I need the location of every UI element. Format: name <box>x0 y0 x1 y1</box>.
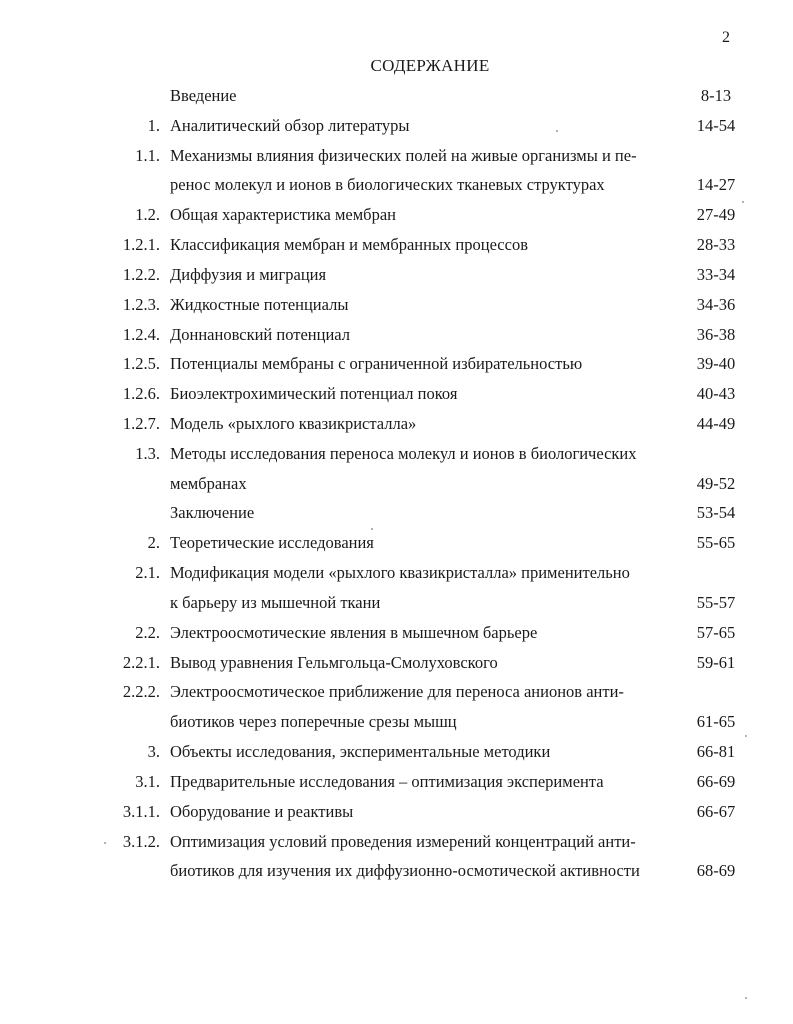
toc-entry-number: 2. <box>147 533 160 552</box>
toc-entry <box>0 379 793 409</box>
toc-entry-title: Вывод уравнения Гельмгольца-Смолуховского <box>170 653 498 672</box>
toc-entry-number: 1.2.5. <box>122 354 160 373</box>
toc-entry-title: Классификация мембран и мембранных процессов <box>170 235 528 254</box>
toc-entry-pages: 49-52 <box>696 474 736 493</box>
toc-entry-number: 3.1. <box>135 772 160 791</box>
toc-entry-pages: 8-13 <box>700 86 732 105</box>
scan-speck <box>104 842 106 844</box>
toc-entry-pages: 66-67 <box>696 802 736 821</box>
toc-entry <box>0 260 793 290</box>
toc-entry <box>0 290 793 320</box>
toc-entry-number: 1. <box>147 116 160 135</box>
toc-entry-number: 1.2.2. <box>122 265 160 284</box>
toc-entry <box>0 737 793 767</box>
toc-entry <box>0 141 793 171</box>
toc-entry-pages: 36-38 <box>696 325 736 344</box>
toc-entry <box>0 707 793 737</box>
toc-entry-title: Введение <box>170 86 237 105</box>
toc-entry-title: Теоретические исследования <box>170 533 374 552</box>
toc-entry <box>0 230 793 260</box>
toc-entry-pages: 39-40 <box>696 354 736 373</box>
toc-entry-title: Объекты исследования, экспериментальные методики <box>170 742 551 761</box>
toc-entry-title: Доннановский потенциал <box>170 325 350 344</box>
scan-speck <box>745 997 747 999</box>
toc-entry-number: 2.1. <box>135 563 160 582</box>
toc-entry <box>0 409 793 439</box>
toc-entry-number: 2.2.1. <box>122 653 160 672</box>
toc-entry <box>0 111 793 141</box>
toc-entry-number: 1.1. <box>135 146 160 165</box>
toc-entry-number: 2.2.2. <box>122 682 160 701</box>
toc-entry-number: 2.2. <box>135 623 160 642</box>
scan-speck <box>371 528 373 530</box>
toc-entry-title: Методы исследования переноса молекул и ионов в биологических <box>170 444 637 463</box>
page-number: 2 <box>722 29 730 46</box>
toc-entry-title: Оборудование и реактивы <box>170 802 354 821</box>
toc-entry-title: Модель «рыхлого квазикристалла» <box>170 414 417 433</box>
scan-speck <box>742 201 744 203</box>
toc-entry-pages: 53-54 <box>696 503 736 522</box>
toc-entry-number: 1.2.4. <box>122 325 160 344</box>
toc-entry-pages: 57-65 <box>696 623 736 642</box>
toc-entry <box>0 618 793 648</box>
toc-entry-pages: 61-65 <box>696 712 736 731</box>
toc-entry-title: Предварительные исследования – оптимизация эксперимента <box>170 772 604 791</box>
toc-entry-title: Механизмы влияния физических полей на живые организмы и пе- <box>170 146 637 165</box>
toc-entry-number: 1.2.3. <box>122 295 160 314</box>
toc-entry-pages: 28-33 <box>696 235 736 254</box>
toc-entry-pages: 14-27 <box>696 175 736 194</box>
toc-entry-title: биотиков через поперечные срезы мышц <box>170 712 457 731</box>
scan-speck <box>745 735 747 737</box>
toc-entry-pages: 66-69 <box>696 772 736 791</box>
toc-entry-title: биотиков для изучения их диффузионно-осмотической активности <box>170 861 640 880</box>
toc-entry <box>0 170 793 200</box>
toc-entry-pages: 55-65 <box>696 533 736 552</box>
page-title: СОДЕРЖАНИЕ <box>370 56 490 75</box>
toc-entry <box>0 320 793 350</box>
toc-entry <box>0 81 793 111</box>
toc-entry <box>0 588 793 618</box>
toc-entry-title: мембранах <box>170 474 247 493</box>
scan-speck <box>556 130 558 132</box>
toc-entry-number: 1.2.1. <box>122 235 160 254</box>
toc-entry-number: 1.2. <box>135 205 160 224</box>
toc-entry <box>0 528 793 558</box>
toc-entry-pages: 59-61 <box>696 653 736 672</box>
toc-entry-pages: 68-69 <box>696 861 736 880</box>
toc-entry-title: Электроосмотические явления в мышечном барьере <box>170 623 538 642</box>
toc-entry-title: Жидкостные потенциалы <box>170 295 349 314</box>
toc-entry-title: Электроосмотическое приближение для переноса анионов анти- <box>170 682 624 701</box>
toc-entry <box>0 767 793 797</box>
toc-entry-number: 1.3. <box>135 444 160 463</box>
toc-entry-pages: 34-36 <box>696 295 736 314</box>
toc-entry-title: Биоэлектрохимический потенциал покоя <box>170 384 458 403</box>
toc-entry <box>0 200 793 230</box>
toc-entry <box>0 856 793 886</box>
toc-entry-number: 3. <box>147 742 160 761</box>
toc-entry <box>0 677 793 707</box>
toc-entry-title: Потенциалы мембраны с ограниченной избирательностью <box>170 354 583 373</box>
toc-entry-title: Заключение <box>170 503 255 522</box>
toc-entry-pages: 14-54 <box>696 116 736 135</box>
toc-entry <box>0 349 793 379</box>
toc-entry-title: Модификация модели «рыхлого квазикристалла» применительно <box>170 563 630 582</box>
toc-entry-number: 3.1.2. <box>122 832 160 851</box>
toc-entry-number: 1.2.7. <box>122 414 160 433</box>
toc-entry <box>0 469 793 499</box>
toc-entry <box>0 648 793 678</box>
toc-entry-pages: 66-81 <box>696 742 736 761</box>
toc-entry-title: к барьеру из мышечной ткани <box>170 593 381 612</box>
toc-entry <box>0 439 793 469</box>
toc-entry <box>0 558 793 588</box>
toc-entry-title: Аналитический обзор литературы <box>170 116 410 135</box>
toc-entry <box>0 797 793 827</box>
toc-entry-pages: 44-49 <box>696 414 736 433</box>
toc-entry-pages: 40-43 <box>696 384 736 403</box>
toc-entry-title: Диффузия и миграция <box>170 265 327 284</box>
toc-entry-pages: 55-57 <box>696 593 736 612</box>
toc-entry <box>0 827 793 857</box>
toc-entry-title: Общая характеристика мембран <box>170 205 396 224</box>
toc-entry-title: Оптимизация условий проведения измерений концентраций анти- <box>170 832 636 851</box>
toc-entry-title: ренос молекул и ионов в биологических тканевых структурах <box>170 175 605 194</box>
toc-entry <box>0 498 793 528</box>
toc-entry-number: 3.1.1. <box>122 802 160 821</box>
toc-entry-pages: 33-34 <box>696 265 736 284</box>
toc-entry-number: 1.2.6. <box>122 384 160 403</box>
toc-entry-pages: 27-49 <box>696 205 736 224</box>
